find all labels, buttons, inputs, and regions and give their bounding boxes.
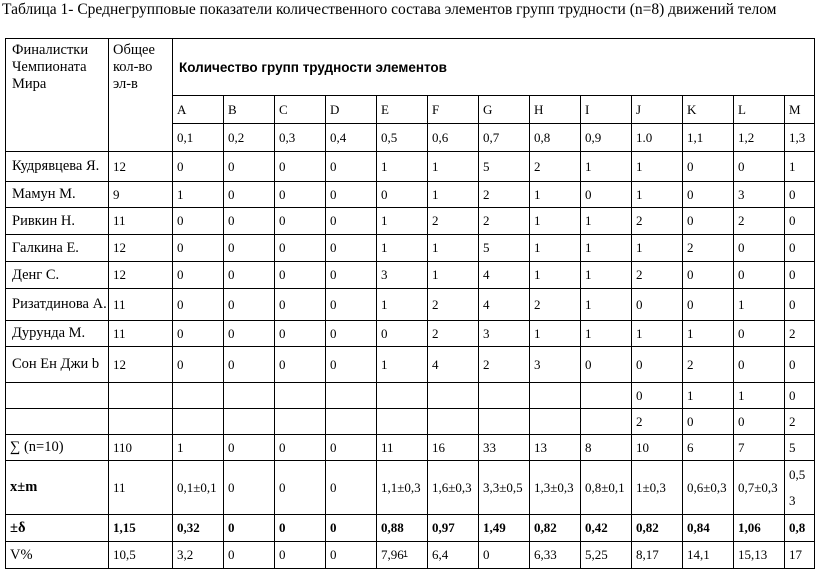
sum-row-total: 110 — [109, 435, 173, 461]
athlete-total: 12 — [109, 152, 173, 182]
table-cell: 0,97 — [428, 515, 479, 542]
table-cell: 0 — [785, 182, 815, 208]
athlete-total: 11 — [109, 289, 173, 321]
table-cell: 15,13 — [734, 542, 785, 569]
table-cell: 0 — [785, 235, 815, 262]
athlete-total: 12 — [109, 262, 173, 289]
table-cell: 0 — [173, 235, 224, 262]
athlete-row — [6, 289, 815, 321]
empty-cell — [479, 409, 530, 435]
table-cell: 11 — [377, 435, 428, 461]
athlete-name: Кудрявцева Я. — [6, 152, 109, 182]
group-value: 0,5 — [377, 124, 428, 152]
table-cell: 0,82 — [632, 515, 683, 542]
table-cell: 1 — [173, 182, 224, 208]
athlete-total: 9 — [109, 182, 173, 208]
table-cell: 0 — [734, 347, 785, 383]
table-cell: 3,3±0,5 — [479, 461, 530, 515]
empty-cell — [530, 409, 581, 435]
athlete-name: Галкина Е. — [6, 235, 109, 262]
table-cell: 0 — [173, 262, 224, 289]
empty-cell — [428, 409, 479, 435]
group-letter: F — [428, 96, 479, 124]
table-cell: 2 — [428, 289, 479, 321]
table-cell: 0 — [734, 321, 785, 347]
table-cell: 0 — [224, 461, 275, 515]
table-cell: 6,4 — [428, 542, 479, 569]
table-cell: 17 — [785, 542, 815, 569]
empty-cell — [109, 383, 173, 409]
group-value: 0,9 — [581, 124, 632, 152]
athlete-name: Ризатдинова А. — [6, 289, 109, 321]
table-cell: 0 — [326, 347, 377, 383]
v-row-total: 10,5 — [109, 542, 173, 569]
athlete-row — [6, 235, 815, 262]
table-cell: 0 — [224, 152, 275, 182]
table-cell: 1 — [632, 152, 683, 182]
table-cell: 5 — [785, 435, 815, 461]
table-cell: 0 — [275, 208, 326, 235]
table-cell: 1 — [632, 182, 683, 208]
table-cell: 0 — [326, 262, 377, 289]
table-cell: 0 — [224, 262, 275, 289]
group-value: 0,3 — [275, 124, 326, 152]
table-cell: 1 — [734, 289, 785, 321]
table-cell: 0 — [326, 515, 377, 542]
table-cell: 2 — [734, 208, 785, 235]
empty-cell — [581, 383, 632, 409]
table-cell: 0 — [581, 347, 632, 383]
empty-cell — [173, 409, 224, 435]
group-letter: C — [275, 96, 326, 124]
group-value: 0,6 — [428, 124, 479, 152]
empty-cell — [109, 409, 173, 435]
table-cell: 3,2 — [173, 542, 224, 569]
table-cell: 0 — [632, 383, 683, 409]
table-cell: 1 — [428, 182, 479, 208]
table-cell: 1 — [581, 262, 632, 289]
table-cell: 1 — [530, 208, 581, 235]
empty-cell — [326, 383, 377, 409]
table-cell: 0 — [683, 182, 734, 208]
table-cell: 2 — [683, 235, 734, 262]
group-letter: G — [479, 96, 530, 124]
table-cell: 1,3±0,3 — [530, 461, 581, 515]
table-cell: 1 — [530, 262, 581, 289]
table-cell: 6,33 — [530, 542, 581, 569]
table-cell: 0 — [683, 152, 734, 182]
athlete-row — [6, 208, 815, 235]
table-cell: 0 — [326, 182, 377, 208]
table-cell: 1 — [581, 321, 632, 347]
table-cell: 0 — [785, 289, 815, 321]
table-cell: 0 — [377, 182, 428, 208]
empty-cell — [377, 409, 428, 435]
table-cell: 0 — [275, 262, 326, 289]
table-cell: 1 — [581, 289, 632, 321]
table-cell: 2 — [479, 208, 530, 235]
table-cell: 0 — [275, 435, 326, 461]
extra-row — [6, 383, 815, 409]
table-cell: 7,96 — [377, 542, 428, 569]
table-cell: 0,84 — [683, 515, 734, 542]
table-cell: 0 — [326, 461, 377, 515]
table-cell: 0 — [734, 152, 785, 182]
group-letter: L — [734, 96, 785, 124]
table-cell: 3 — [530, 347, 581, 383]
empty-cell — [173, 383, 224, 409]
table-cell: 0,32 — [173, 515, 224, 542]
table-cell: 0 — [683, 208, 734, 235]
header-finalists: Финалистки Чемпионата Мира — [6, 39, 109, 152]
table-cell: 0 — [224, 515, 275, 542]
group-letter: D — [326, 96, 377, 124]
difficulty-table — [5, 38, 815, 569]
table-cell: 0 — [632, 347, 683, 383]
table-cell: 4 — [479, 289, 530, 321]
table-cell: 2 — [428, 208, 479, 235]
table-cell: 0 — [224, 208, 275, 235]
table-cell: 0 — [275, 289, 326, 321]
table-cell: 0 — [785, 383, 815, 409]
table-cell: 0,1±0,1 — [173, 461, 224, 515]
table-cell: 1,49 — [479, 515, 530, 542]
group-letter: M — [785, 96, 815, 124]
mean-row-total: 11 — [109, 461, 173, 515]
table-cell: 16 — [428, 435, 479, 461]
group-letter: J — [632, 96, 683, 124]
header-groups-title: Количество групп трудности элементов — [173, 39, 815, 96]
table-cell: 0 — [683, 262, 734, 289]
athlete-row — [6, 152, 815, 182]
table-cell: 0 — [224, 435, 275, 461]
table-cell: 2 — [785, 321, 815, 347]
table-cell: 0 — [683, 289, 734, 321]
table-cell: 0 — [479, 542, 530, 569]
group-value: 0,4 — [326, 124, 377, 152]
athlete-total: 11 — [109, 321, 173, 347]
table-cell: 0,5 3 — [785, 461, 815, 515]
sum-row — [6, 435, 815, 461]
table-cell: 0 — [326, 435, 377, 461]
table-cell: 5 — [479, 235, 530, 262]
table-cell: 3 — [734, 182, 785, 208]
empty-cell — [326, 409, 377, 435]
table-cell: 2 — [428, 321, 479, 347]
athlete-total: 12 — [109, 235, 173, 262]
athlete-total: 11 — [109, 208, 173, 235]
empty-cell — [530, 383, 581, 409]
table-cell: 5 — [479, 152, 530, 182]
table-cell: 1 — [581, 152, 632, 182]
sd-row-label: ±δ — [6, 515, 109, 542]
table-cell: 0 — [734, 235, 785, 262]
v-row-label: V% — [6, 542, 109, 569]
athlete-name: Сон Ен Джи b — [6, 347, 109, 383]
sd-row — [6, 515, 815, 542]
sd-row-total: 1,15 — [109, 515, 173, 542]
table-cell: 0 — [275, 542, 326, 569]
table-cell: 0 — [224, 321, 275, 347]
table-cell: 0 — [785, 347, 815, 383]
mean-row-label: x±m — [6, 461, 109, 515]
group-letter: E — [377, 96, 428, 124]
table-cell: 0 — [275, 515, 326, 542]
group-letter: I — [581, 96, 632, 124]
table-cell: 1 — [428, 235, 479, 262]
table-cell: 1 — [530, 321, 581, 347]
table-cell: 1 — [785, 152, 815, 182]
group-value: 1,3 — [785, 124, 815, 152]
table-cell: 1,1±0,3 — [377, 461, 428, 515]
group-value: 0,8 — [530, 124, 581, 152]
empty-cell — [224, 409, 275, 435]
group-letter: H — [530, 96, 581, 124]
table-cell: 0 — [632, 289, 683, 321]
table-cell: 0 — [224, 182, 275, 208]
table-cell: 2 — [785, 409, 815, 435]
table-cell: 0,6±0,3 — [683, 461, 734, 515]
table-cell: 0 — [275, 461, 326, 515]
group-letter: K — [683, 96, 734, 124]
athlete-row — [6, 321, 815, 347]
table-cell: 0 — [275, 321, 326, 347]
empty-cell — [581, 409, 632, 435]
empty-cell — [377, 383, 428, 409]
athlete-name: Денг С. — [6, 262, 109, 289]
table-cell: 1 — [632, 235, 683, 262]
table-cell: 0 — [734, 262, 785, 289]
empty-cell — [275, 383, 326, 409]
table-cell: 0 — [275, 152, 326, 182]
athlete-total: 12 — [109, 347, 173, 383]
table-cell: 2 — [632, 208, 683, 235]
mean-row — [6, 461, 815, 515]
table-cell: 5,25 — [581, 542, 632, 569]
table-cell: 0 — [734, 409, 785, 435]
table-cell: 0,7±0,3 — [734, 461, 785, 515]
athlete-name: Дурунда М. — [6, 321, 109, 347]
table-cell: 1 — [581, 208, 632, 235]
table-cell: 0 — [173, 321, 224, 347]
table-cell: 0 — [173, 289, 224, 321]
table-cell: 0,88 — [377, 515, 428, 542]
table-cell: 0 — [173, 208, 224, 235]
table-cell: 1 — [428, 152, 479, 182]
table-cell: 1 — [530, 182, 581, 208]
table-cell: 10 — [632, 435, 683, 461]
athlete-row — [6, 182, 815, 208]
table-cell: 0 — [326, 289, 377, 321]
empty-cell — [428, 383, 479, 409]
table-cell: 1 — [683, 383, 734, 409]
table-cell: 2 — [479, 347, 530, 383]
table-cell: 1 — [173, 435, 224, 461]
table-cell: 0 — [326, 152, 377, 182]
table-cell: 1 — [428, 262, 479, 289]
table-cell: 3 — [377, 262, 428, 289]
table-cell: 1 — [377, 152, 428, 182]
table-cell: 1 — [581, 235, 632, 262]
table-cell: 1 — [377, 347, 428, 383]
page-number: 1 — [403, 549, 409, 559]
table-cell: 0 — [173, 347, 224, 383]
table-cell: 0 — [275, 182, 326, 208]
athlete-name: Ривкин Н. — [6, 208, 109, 235]
table-cell: 1 — [530, 235, 581, 262]
table-cell: 0 — [683, 409, 734, 435]
table-cell: 1,6±0,3 — [428, 461, 479, 515]
table-cell: 0 — [224, 542, 275, 569]
table-cell: 0 — [785, 262, 815, 289]
table-cell: 1 — [632, 321, 683, 347]
table-cell: 0 — [326, 542, 377, 569]
table-cell: 0,82 — [530, 515, 581, 542]
table-cell: 0 — [326, 235, 377, 262]
group-value: 1.0 — [632, 124, 683, 152]
table-cell: 1 — [377, 208, 428, 235]
table-cell: 0,8±0,1 — [581, 461, 632, 515]
table-cell: 3 — [479, 321, 530, 347]
table-cell: 8,17 — [632, 542, 683, 569]
table-cell: 2 — [479, 182, 530, 208]
group-value: 0,7 — [479, 124, 530, 152]
empty-cell — [275, 409, 326, 435]
table-cell: 0 — [275, 235, 326, 262]
group-letter: B — [224, 96, 275, 124]
empty-cell — [6, 409, 109, 435]
empty-cell — [479, 383, 530, 409]
table-cell: 2 — [683, 347, 734, 383]
table-cell: 0 — [173, 152, 224, 182]
table-cell: 0 — [785, 208, 815, 235]
table-cell: 1 — [377, 289, 428, 321]
table-cell: 1±0,3 — [632, 461, 683, 515]
athlete-row — [6, 347, 815, 383]
table-cell: 2 — [632, 409, 683, 435]
sum-row-label: ∑ (n=10) — [6, 435, 109, 461]
table-cell: 0 — [224, 235, 275, 262]
table-cell: 6 — [683, 435, 734, 461]
table-cell: 2 — [530, 289, 581, 321]
header-total: Общее кол-во эл-в — [109, 39, 173, 152]
table-caption: Таблица 1- Среднегрупповые показатели количественного состава элементов групп трудности (n=8) движений телом — [2, 1, 777, 18]
table-cell: 8 — [581, 435, 632, 461]
table-cell: 0 — [224, 289, 275, 321]
table-cell: 33 — [479, 435, 530, 461]
table-cell: 0 — [326, 208, 377, 235]
table-cell: 1 — [377, 235, 428, 262]
table-cell: 0,42 — [581, 515, 632, 542]
table-cell: 0 — [377, 321, 428, 347]
v-row — [6, 542, 815, 569]
table-cell: 0,8 — [785, 515, 815, 542]
athlete-name: Мамун М. — [6, 182, 109, 208]
extra-row — [6, 409, 815, 435]
table-cell: 4 — [479, 262, 530, 289]
athlete-row — [6, 262, 815, 289]
table-cell: 13 — [530, 435, 581, 461]
table-cell: 2 — [632, 262, 683, 289]
table-cell: 0 — [581, 182, 632, 208]
group-value: 1,1 — [683, 124, 734, 152]
table-cell: 1 — [734, 383, 785, 409]
group-value: 0,2 — [224, 124, 275, 152]
empty-cell — [6, 383, 109, 409]
table-cell: 7 — [734, 435, 785, 461]
table-cell: 2 — [530, 152, 581, 182]
table-cell: 4 — [428, 347, 479, 383]
table-cell: 0 — [326, 321, 377, 347]
table-cell: 1,06 — [734, 515, 785, 542]
table-cell: 1 — [683, 321, 734, 347]
table-cell: 0 — [224, 347, 275, 383]
empty-cell — [224, 383, 275, 409]
group-value: 1,2 — [734, 124, 785, 152]
table-cell: 0 — [275, 347, 326, 383]
group-value: 0,1 — [173, 124, 224, 152]
table-cell: 14,1 — [683, 542, 734, 569]
group-letter: A — [173, 96, 224, 124]
